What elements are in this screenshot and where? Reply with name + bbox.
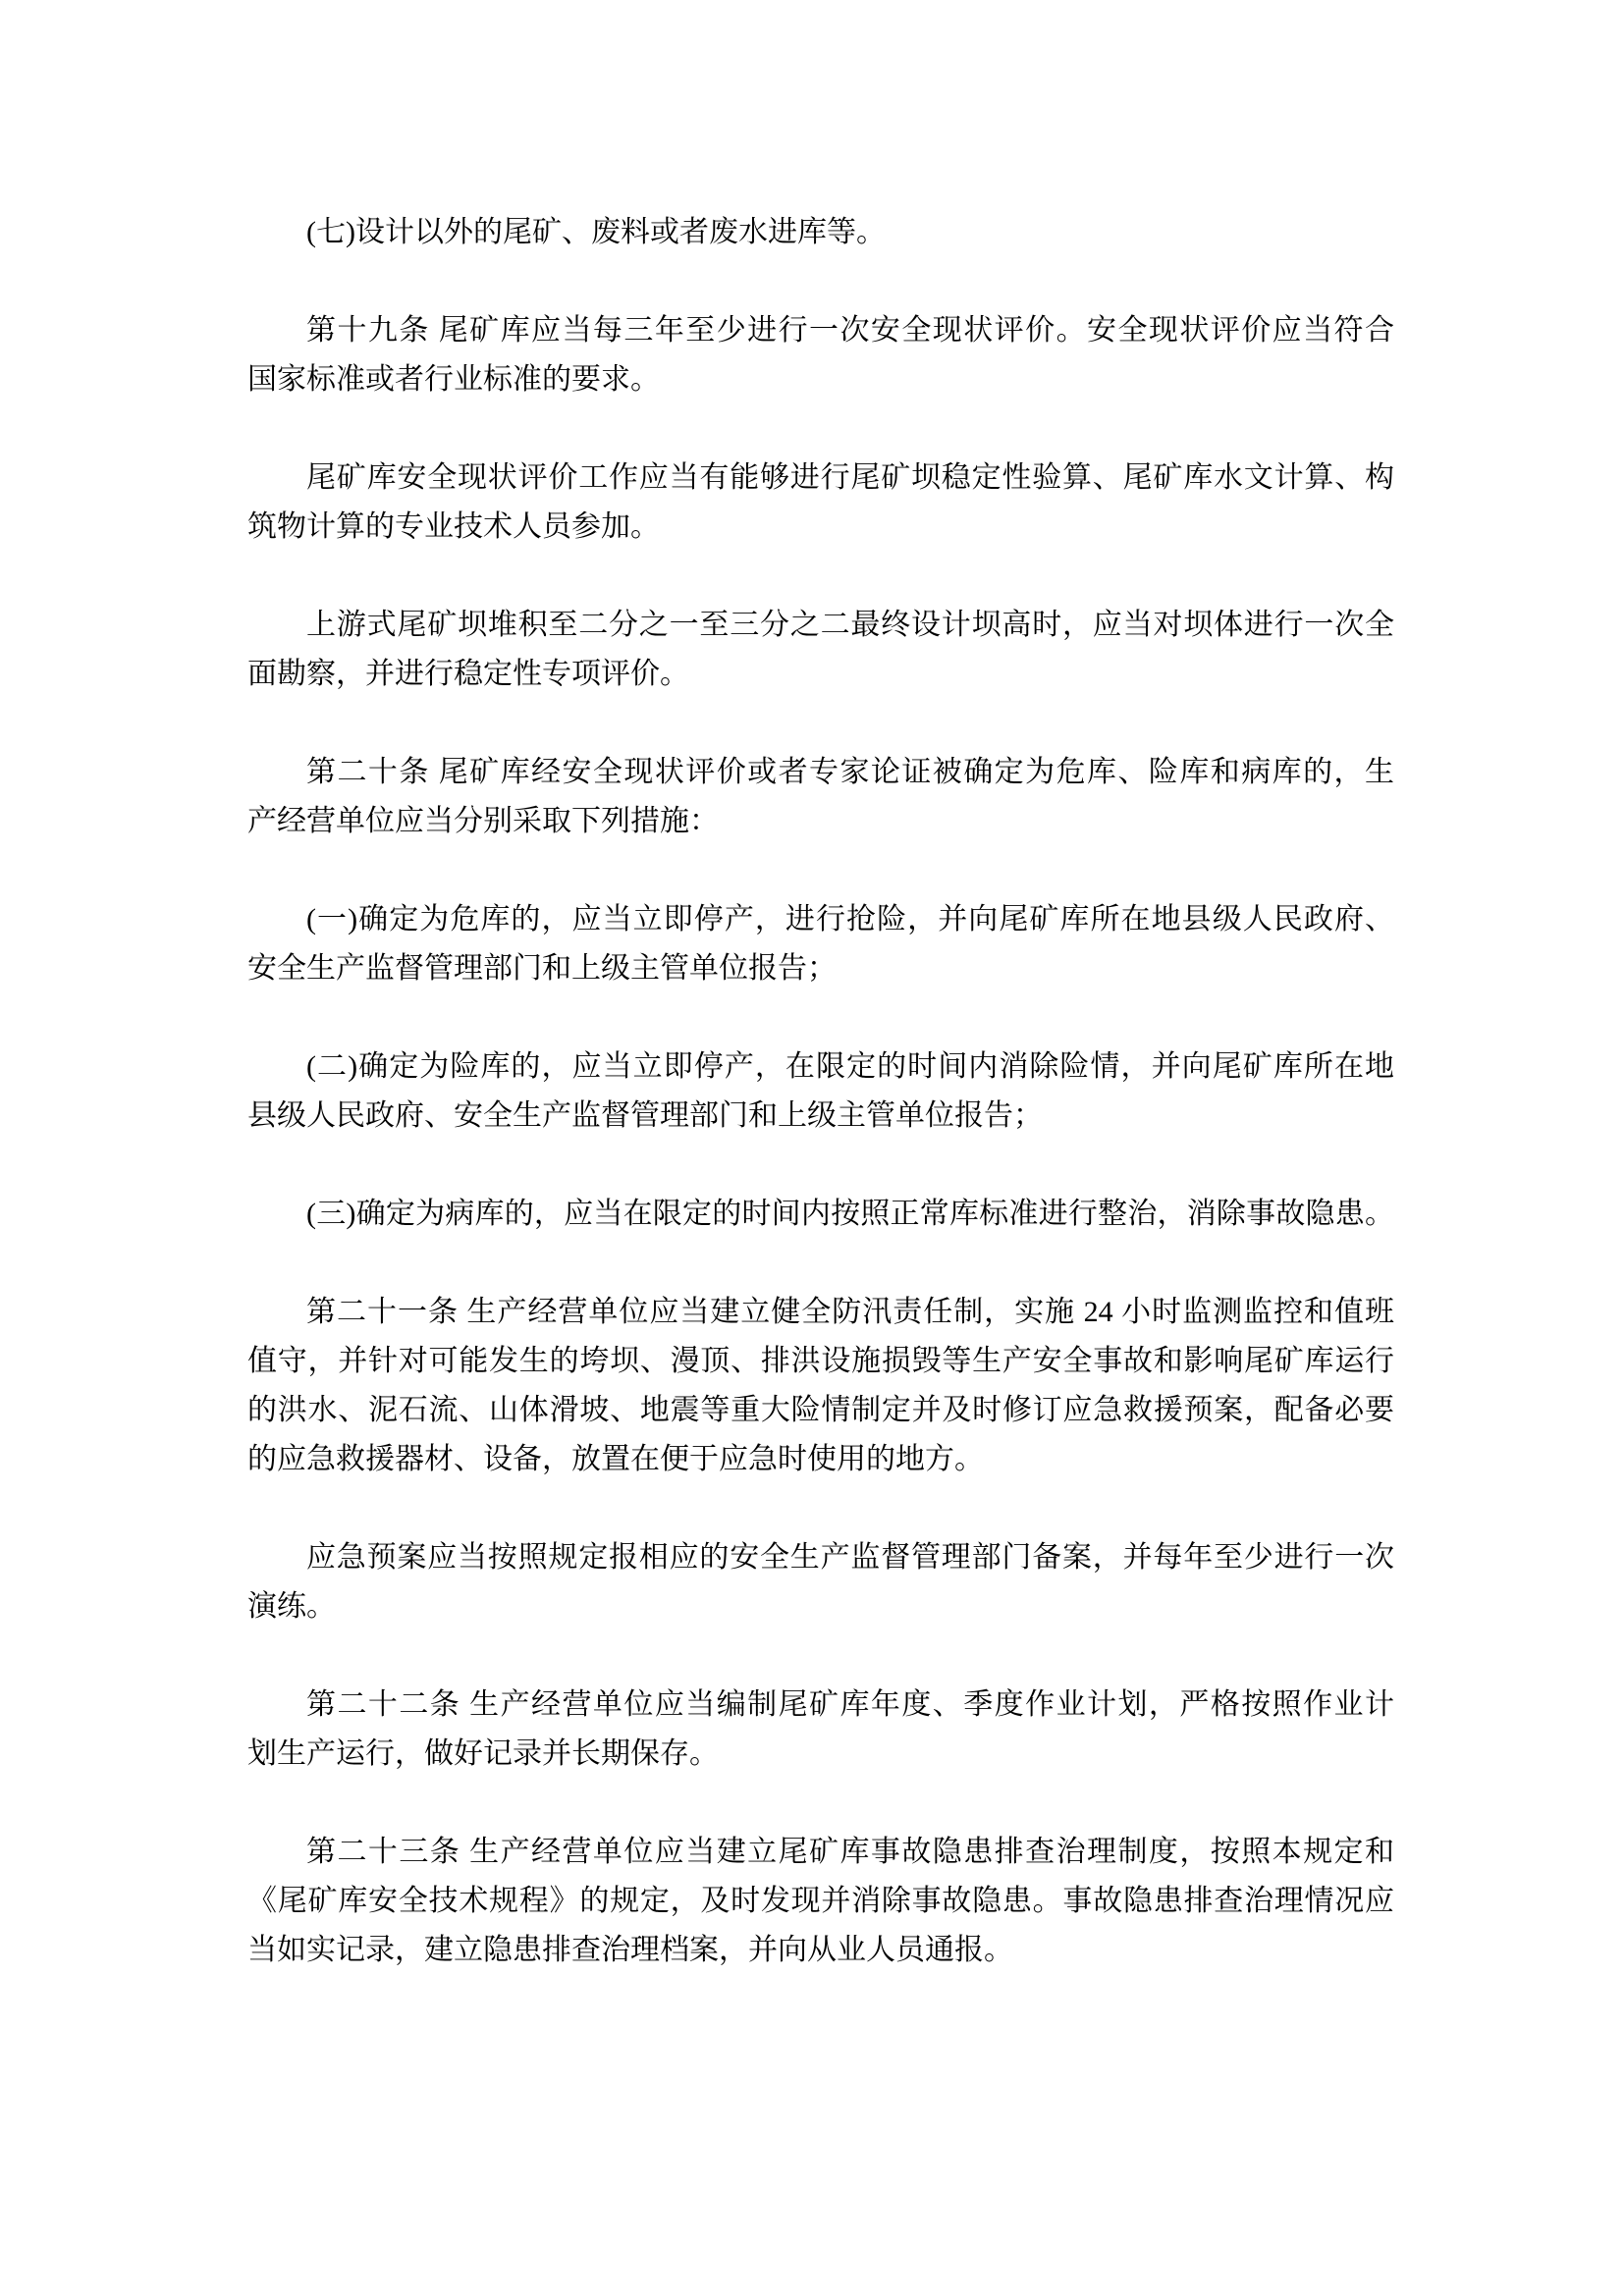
text-line: (三)确定为病库的，应当在限定的时间内按照正常库标准进行整治，消除事故隐患。 [306, 1198, 1394, 1230]
article-19-para-3 [247, 601, 1394, 699]
text-line: 面勘察，并进行稳定性专项评价。 [247, 658, 689, 690]
text-line: 演练。 [247, 1590, 336, 1623]
text-line: 划生产运行，做好记录并长期保存。 [247, 1737, 719, 1770]
text-line: 筑物计算的专业技术人员参加。 [247, 510, 660, 543]
article-19 [247, 306, 1394, 404]
article-20 [247, 748, 1394, 846]
text-line: 第十九条 尾矿库应当每三年至少进行一次安全现状评价。安全现状评价应当符合 [306, 314, 1394, 347]
text-line: 县级人民政府、安全生产监督管理部门和上级主管单位报告； [247, 1099, 1043, 1132]
text-line: (二)确定为险库的，应当立即停产，在限定的时间内消除险情，并向尾矿库所在地 [306, 1050, 1394, 1083]
text-line: 当如实记录，建立隐患排查治理档案，并向从业人员通报。 [247, 1934, 1013, 1966]
article-22 [247, 1681, 1394, 1779]
text-line: 安全生产监督管理部门和上级主管单位报告； [247, 952, 837, 985]
text-line: 产经营单位应当分别采取下列措施： [247, 805, 719, 837]
text-line: 第二十三条 生产经营单位应当建立尾矿库事故隐患排查治理制度，按照本规定和 [306, 1836, 1394, 1868]
text-line: 的应急救援器材、设备，放置在便于应急时使用的地方。 [247, 1443, 984, 1475]
article-20-item-3 [247, 1190, 1394, 1239]
text-line: 第二十二条 生产经营单位应当编制尾矿库年度、季度作业计划，严格按照作业计 [306, 1688, 1394, 1721]
text-line: 上游式尾矿坝堆积至二分之一至三分之二最终设计坝高时，应当对坝体进行一次全 [306, 609, 1394, 641]
text-line: 应急预案应当按照规定报相应的安全生产监督管理部门备案，并每年至少进行一次 [306, 1541, 1394, 1574]
article-21 [247, 1288, 1394, 1484]
article-19-para-2 [247, 454, 1394, 552]
list-item-7 [247, 208, 1394, 257]
text-line: (一)确定为危库的，应当立即停产，进行抢险，并向尾矿库所在地县级人民政府、 [306, 903, 1394, 935]
text-line: 第二十一条 生产经营单位应当建立健全防汛责任制，实施 24 小时监测监控和值班 [306, 1296, 1394, 1328]
article-21-para-2 [247, 1533, 1394, 1631]
text-line: 的洪水、泥石流、山体滑坡、地震等重大险情制定并及时修订应急救援预案，配备必要 [247, 1394, 1394, 1426]
text-line: (七)设计以外的尾矿、废料或者废水进库等。 [306, 216, 886, 248]
article-23 [247, 1828, 1394, 1975]
text-line: 值守，并针对可能发生的垮坝、漫顶、排洪设施损毁等生产安全事故和影响尾矿库运行 [247, 1345, 1394, 1377]
text-line: 第二十条 尾矿库经安全现状评价或者专家论证被确定为危库、险库和病库的，生 [306, 756, 1394, 788]
article-20-item-2 [247, 1042, 1394, 1141]
text-line: 尾矿库安全现状评价工作应当有能够进行尾矿坝稳定性验算、尾矿库水文计算、构 [306, 461, 1394, 494]
article-20-item-1 [247, 895, 1394, 993]
text-line: 国家标准或者行业标准的要求。 [247, 363, 660, 396]
text-line: 《尾矿库安全技术规程》的规定，及时发现并消除事故隐患。事故隐患排查治理情况应 [247, 1885, 1394, 1917]
